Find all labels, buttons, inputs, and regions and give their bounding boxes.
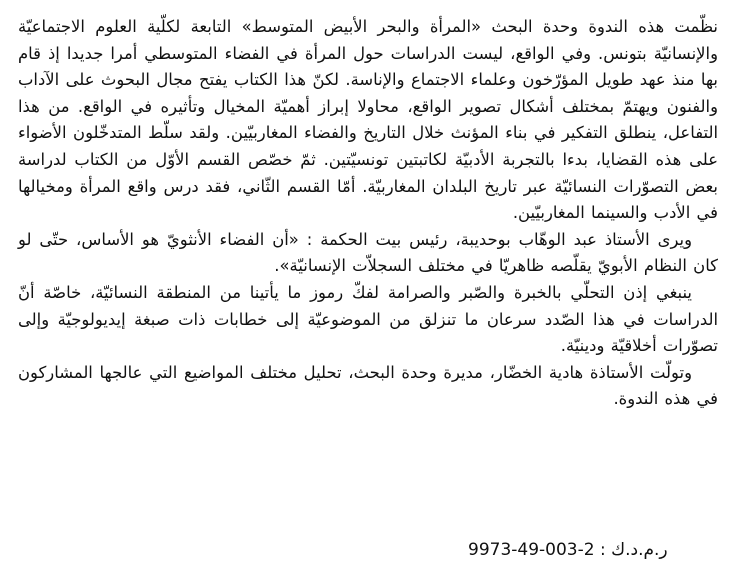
paragraph-intro: نظّمت هذه الندوة وحدة البحث «المرأة والبحر الأبيض المتوسط» التابعة لكلّية العلوم الاجتماعيّة والإنسانيّة بتونس. وفي الواقع، ليست الدراسات حول المرأة في الفضاء المتوسطي أمرا جديدا إذ قام بها منذ عهد طويل المؤرّخون وعلماء الاجتماع والإناسة. لكنّ هذا الكتاب يفتح مجال البحوث على الآداب والفنون ويهتمّ بمختلف أشكال تصوير الواقع، محاولا إبراز أهميّة المخيال وتأثيره في الواقع. من هذا التفاعل، ينطلق التفكير في بناء المؤنث خلال التاريخ والفضاء المغاربيّين. ولقد سلّط المتدخّلون الأضواء على هذه القضايا، بدءا بالتجربة الأدبيّة لكاتبتين تونسيّتين. ثمّ خصّص القسم الأوّل من الكتاب لدراسة بعض التصوّرات النسائيّة عبر تاريخ البلدان المغاربيّة. أمّا القسم الثّاني، فقد درس واقع المرأة ومخيالها في الأدب والسينما المغاربيّين. (18, 17, 718, 223)
book-summary-text (18, 14, 718, 413)
paragraph-method: ينبغي إذن التحلّي بالخبرة والصّبر والصرامة لفكّ رموز ما يأتينا من المنطقة النسائيّة، خاصّة أنّ الدراسات في هذا الصّدد سرعان ما تنزلق من الموضوعيّة إلى خطابات ذات صبغة إيديولوجيّة وإلى تصوّرات أخلاقيّة ودينيّة. (18, 282, 718, 356)
paragraph-quote: ويرى الأستاذ عبد الوهّاب بوحديبة، رئيس بيت الحكمة : «أن الفضاء الأنثويّ هو الأساس، حتّى لو كان النظام الأبويّ يقلّصه ظاهريّا في مختلف السجلاّت الإنسانيّة». (18, 229, 718, 276)
isbn-line (468, 538, 668, 562)
isbn-label: ر.م.د.ك : (599, 540, 668, 560)
paragraph-coordination: وتولّت الأستاذة هادية الخضّار، مديرة وحدة البحث، تحليل مختلف المواضيع التي عالجها المشاركون في هذه الندوة. (18, 362, 718, 409)
isbn-number: 9973-49-003-2 (468, 540, 595, 560)
